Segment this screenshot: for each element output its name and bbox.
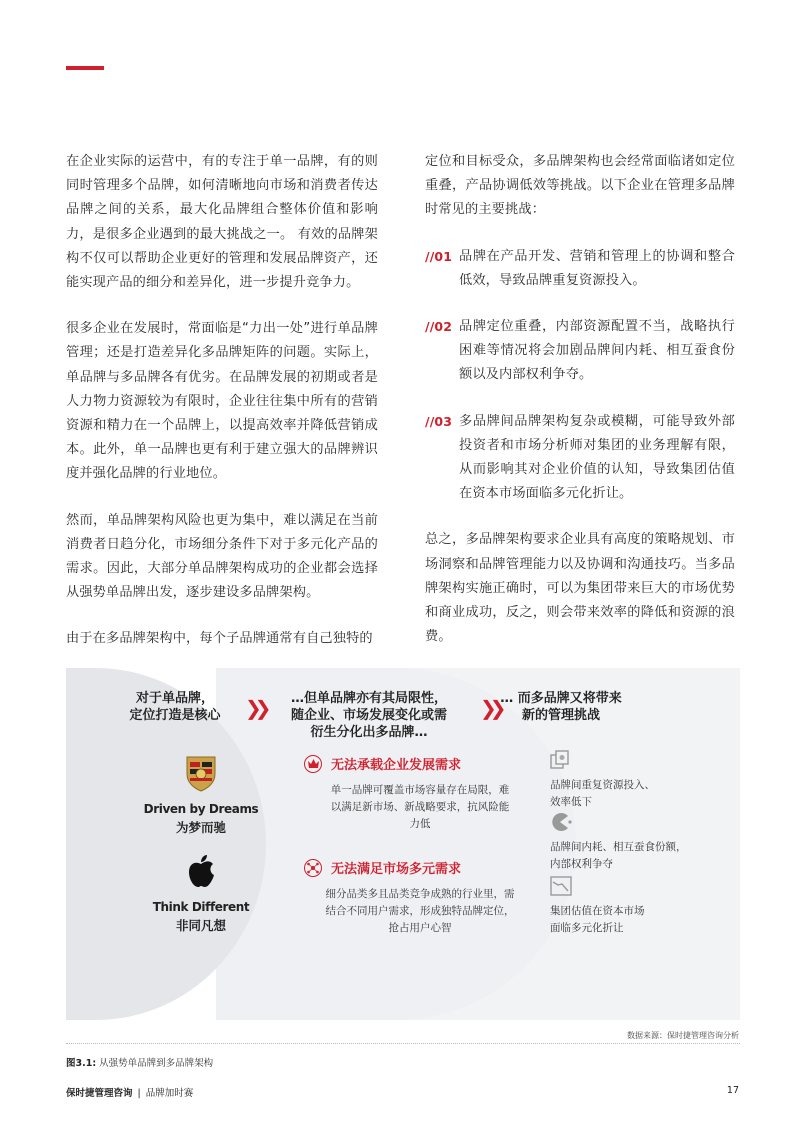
text-line: 品牌间内耗、相互蚕食份额， bbox=[550, 841, 687, 853]
paragraph: 定位和目标受众，多品牌架构也会经常面临诸如定位重叠，产品协调低效等挑战。以下企业在管理多品牌时常见的主要挑战： bbox=[425, 154, 735, 218]
title-line: …但单品牌亦有其局限性， bbox=[290, 691, 447, 706]
title-line: 新的管理挑战 bbox=[521, 708, 600, 723]
need-body: 单一品牌可覆盖市场容量存在局限，难以满足新市场、新战略要求，抗风险能力低 bbox=[330, 784, 510, 830]
title-line: 定位打造是核心 bbox=[129, 708, 221, 723]
caption-label: 图3.1: bbox=[66, 1058, 97, 1069]
title-line: … 而多品牌又将带来 bbox=[500, 691, 622, 706]
left-column bbox=[66, 150, 378, 674]
paragraph: 由于在多品牌架构中，每个子品牌通常有自己独特的 bbox=[66, 631, 373, 647]
challenge-number: //01 bbox=[425, 248, 453, 264]
caption-text: 从强势单品牌到多品牌架构 bbox=[96, 1058, 214, 1069]
text-line: 内部权利争夺 bbox=[550, 858, 613, 870]
paragraph: 在企业实际的运营中，有的专注于单一品牌，有的则同时管理多个品牌，如何清晰地向市场和消费者传达品牌之间的关系，最大化品牌组合整体价值和影响力，是很多企业遇到的最大挑战之一。 有效的品牌架构不仅可以帮助企业更好的管理和发展品牌资产，还能实现产品的细分和差异化，进一步提升竞争力。 bbox=[66, 154, 378, 291]
challenge-item bbox=[425, 245, 735, 293]
challenge-text: 品牌在产品开发、营销和管理上的协调和整合低效，导致品牌重复资源投入。 bbox=[459, 248, 735, 288]
panel3-title bbox=[496, 690, 626, 724]
data-source: 数据来源：保时捷管理咨询分析 bbox=[627, 1031, 739, 1040]
need-heading bbox=[304, 858, 461, 877]
figure-caption bbox=[66, 1055, 213, 1069]
footer-title: 品牌加时赛 bbox=[145, 1088, 194, 1099]
text-line: 集团估值在资本市场 bbox=[550, 905, 645, 917]
need-title: 无法承载企业发展需求 bbox=[331, 758, 462, 773]
paragraph: 然而，单品牌架构风险也更为集中，难以满足在当前消费者日趋分化，市场细分条件下对于多元化产品的需求。因此，大部分单品牌架构成功的企业都会选择从强势单品牌出发，逐步建设多品牌架构。 bbox=[66, 512, 378, 601]
footer-brand: 保时捷管理咨询 bbox=[66, 1088, 133, 1099]
challenge-text: 多品牌间品牌架构复杂或模糊，可能导致外部投资者和市场分析师对集团的业务理解有限，从而影响其对企业价值的认知，导致集团估值在资本市场面临多元化折让。 bbox=[459, 413, 735, 502]
divider bbox=[66, 1043, 740, 1044]
duplicate-resource-icon bbox=[550, 750, 572, 770]
challenge-card bbox=[550, 876, 645, 937]
challenge-item bbox=[425, 315, 735, 388]
challenge-number: //03 bbox=[425, 413, 453, 429]
challenge-card bbox=[550, 750, 655, 811]
challenge-text: 品牌定位重叠，内部资源配置不当，战略执行困难等情况将会加剧品牌间内耗、相互蚕食份额以及内部权利争夺。 bbox=[459, 319, 735, 383]
brand-slogan-cn: 非同凡想 bbox=[175, 918, 226, 933]
panel2-title bbox=[274, 690, 464, 741]
brand-slogan-cn: 为梦而驰 bbox=[175, 820, 226, 835]
pacman-icon bbox=[550, 812, 572, 832]
challenge-number: //02 bbox=[425, 319, 453, 335]
paragraph: 总之，多品牌架构要求企业具有高度的策略规划、市场洞察和品牌管理能力以及协调和沟通技巧。当多品牌架构实施正确时，可以为集团带来巨大的市场优势和商业成功，反之，则会带来效率的降低和资源的浪费。 bbox=[425, 532, 735, 645]
title-line: 对于单品牌， bbox=[135, 691, 214, 706]
brand-slogan: Think Different bbox=[152, 900, 250, 914]
panel1-title bbox=[110, 690, 240, 724]
challenge-item bbox=[425, 410, 735, 507]
challenge-text bbox=[550, 903, 645, 937]
brand-porsche bbox=[136, 754, 266, 836]
crown-icon bbox=[304, 755, 322, 773]
footer bbox=[66, 1085, 193, 1099]
brand-architecture-diagram bbox=[66, 668, 740, 1020]
chevron-right-icon: ❯❯ bbox=[245, 696, 265, 720]
chevron-right-icon: ❯❯ bbox=[480, 696, 500, 720]
need-heading bbox=[304, 754, 461, 773]
page-number: 17 bbox=[726, 1085, 739, 1096]
text-line: 品牌间重复资源投入、 bbox=[550, 779, 655, 791]
challenge-card bbox=[550, 812, 687, 873]
right-column bbox=[425, 150, 735, 671]
paragraph: 很多企业在发展时，常面临是“力出一处”进行单品牌管理；还是打造差异化多品牌矩阵的问题。实际上，单品牌与多品牌各有优劣。在品牌发展的初期或者是人力物力资源较为有限时，企业往往集中所有的营销资源和精力在一个品牌上，以提高效率并降低营销成本。此外，单一品牌也更有利于建立强大的品牌辨识度并强化品牌的行业地位。 bbox=[66, 321, 378, 482]
text-line: 面临多元化折让 bbox=[550, 922, 624, 934]
apple-logo-icon bbox=[186, 854, 216, 888]
challenge-text bbox=[550, 839, 687, 873]
text-line: 效率低下 bbox=[550, 796, 592, 808]
porsche-crest-icon bbox=[184, 754, 218, 792]
need-body: 细分品类多且品类竞争成熟的行业里，需结合不同用户需求，形成独特品牌定位，抢占用户心智 bbox=[325, 888, 515, 934]
challenge-text bbox=[550, 777, 655, 811]
footer-separator: | bbox=[137, 1088, 141, 1099]
need-title: 无法满足市场多元需求 bbox=[331, 862, 462, 877]
declining-chart-icon bbox=[550, 876, 572, 896]
brand-slogan: Driven by Dreams bbox=[143, 802, 259, 816]
title-line: 随企业、市场发展变化或需 bbox=[290, 708, 447, 723]
network-icon bbox=[304, 859, 322, 877]
accent-bar bbox=[66, 66, 104, 70]
brand-apple bbox=[136, 854, 266, 934]
title-line: 衍生分化出多品牌… bbox=[310, 725, 428, 740]
